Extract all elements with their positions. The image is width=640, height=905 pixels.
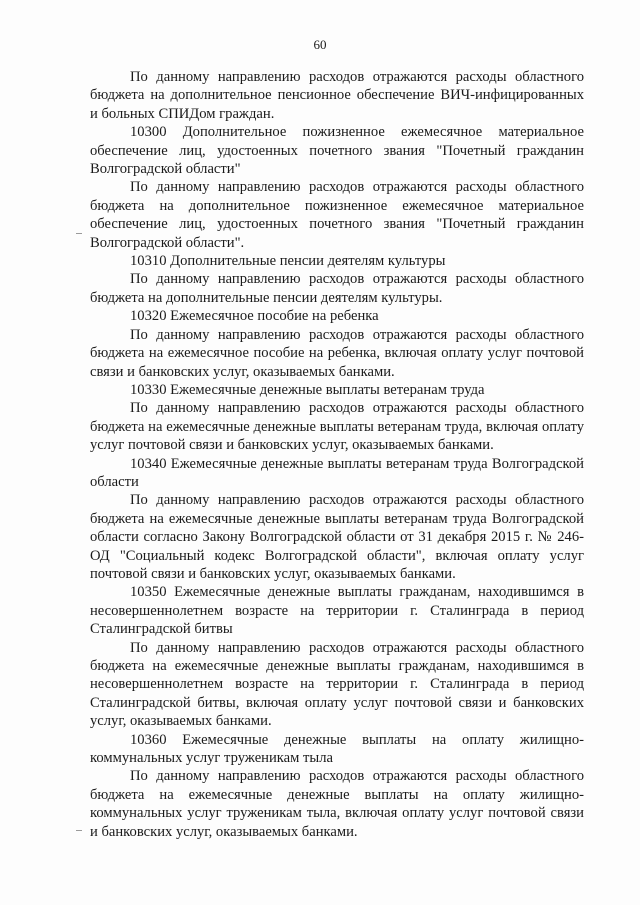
paragraph: По данному направлению расходов отражаются расходы областного бюджета на дополнительные пенсии деятелям культуры. [90, 271, 584, 306]
paragraph: По данному направлению расходов отражаются расходы областного бюджета на ежемесячные денежные выплаты на оплату жилищно-коммунальных услуг труженикам тыла, включая оплату услуг почтовой связи и банковских услуг, оказываемых банками. [90, 768, 584, 840]
margin-mark [76, 830, 82, 831]
section-heading-10360: 10360 Ежемесячные денежные выплаты на оплату жилищно-коммунальных услуг труженикам тыла [90, 731, 584, 767]
margin-mark [76, 233, 82, 234]
section-heading-10340: 10340 Ежемесячные денежные выплаты ветеранам труда Волгоградской области [90, 455, 584, 490]
paragraph: По данному направлению расходов отражаются расходы областного бюджета на ежемесячные денежные выплаты ветеранам труда Волгоградской области согласно Закону Волгоградской области от 31 декабря 2015 г. № 246-ОД "Социальный кодекс Волгоградской области", включая оплату услуг почтовой связи и банковских услуг, оказываемых банками. [90, 492, 584, 582]
paragraph: По данному направлению расходов отражаются расходы областного бюджета на ежемесячные денежные выплаты ветеранам труда, включая оплату услуг почтовой связи и банковских услуг, оказываемых банками. [90, 400, 584, 454]
paragraph: По данному направлению расходов отражаются расходы областного бюджета на дополнительное пожизненное ежемесячное материальное обеспечение лиц, удостоенных почетного звания "Почетный гражданин Волгоградской области". [90, 179, 584, 251]
section-heading-10330: 10330 Ежемесячные денежные выплаты ветеранам труда [130, 381, 485, 398]
paragraph: По данному направлению расходов отражаются расходы областного бюджета на ежемесячные денежные выплаты гражданам, находившимся в несовершеннолетнем возрасте на территории г. Сталинграда в период Сталинградской битвы, включая оплату услуг почтовой связи и банковских услуг, оказываемых банками. [90, 639, 584, 730]
page-number: 60 [313, 37, 327, 52]
section-heading-10350: 10350 Ежемесячные денежные выплаты гражданам, находившимся в несовершеннолетнем возрасте на территории г. Сталинграда в период Сталинградской битвы [90, 584, 584, 638]
paragraph: По данному направлению расходов отражаются расходы областного бюджета на ежемесячное пособие на ребенка, включая оплату услуг почтовой связи и банковских услуг, оказываемых банками. [90, 326, 584, 380]
paragraph: По данному направлению расходов отражаются расходы областного бюджета на дополнительное пенсионное обеспечение ВИЧ-инфицированных и больных СПИДом граждан. [90, 69, 584, 122]
section-heading-10300: 10300 Дополнительное пожизненное ежемесячное материальное обеспечение лиц, удостоенных почетного звания "Почетный гражданин Волгоградской области" [90, 124, 584, 178]
document-body [90, 68, 584, 841]
section-heading-10310: 10310 Дополнительные пенсии деятелям культуры [130, 253, 446, 270]
section-heading-10320: 10320 Ежемесячное пособие на ребенка [130, 308, 379, 325]
